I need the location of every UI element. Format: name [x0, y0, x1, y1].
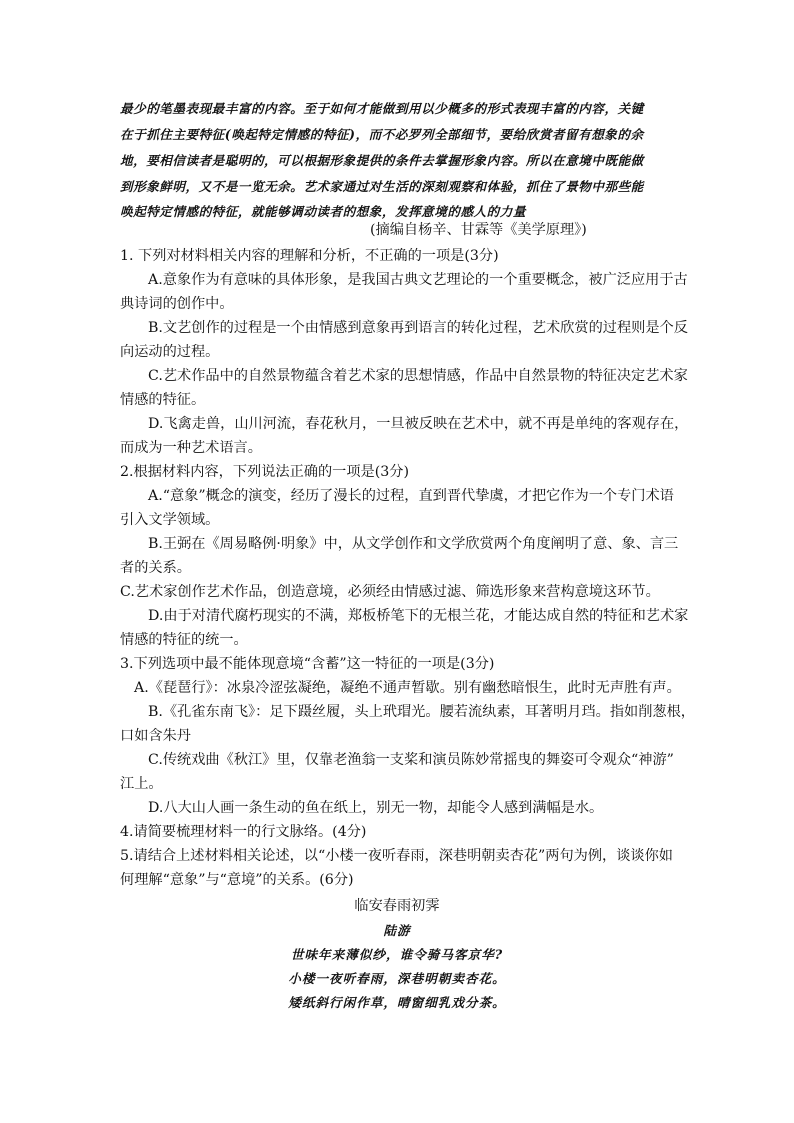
q1-option-b: B.文艺创作的过程是一个由情感到意象再到语言的转化过程，艺术欣赏的过程则是个反 — [148, 320, 688, 336]
q1-option-b-cont: 向运动的过程。 — [120, 344, 220, 360]
question-3-stem: 3.下列选项中最不能体现意境“含蓄”这一特征的一项是(3分) — [120, 656, 495, 672]
poem-title: 临安春雨初霁 — [354, 898, 440, 914]
q2-option-d: D.由于对清代腐朽现实的不满，郑板桥笔下的无根兰花，才能达成自然的特征和艺术家 — [148, 608, 689, 624]
q2-option-d-cont: 情感的特征的统一。 — [120, 632, 248, 648]
source-citation: (摘编自杨辛、甘霖等《美学原理》) — [370, 222, 587, 238]
passage-line: 唤起特定情感的特征，就能够调动读者的想象，发挥意境的感人的力量 — [120, 204, 526, 219]
q2-option-a: A.“意象”概念的演变，经历了漫长的过程，直到晋代挚虞，才把它作为一个专门术语 — [148, 488, 674, 504]
poem-line: 矮纸斜行闲作草，晴窗细乳戏分茶。 — [288, 995, 506, 1010]
q1-option-a-cont: 典诗词的创作中。 — [120, 296, 234, 312]
passage-line: 地，要相信读者是聪明的，可以根据形象提供的条件去掌握形象内容。所以在意境中既能做 — [120, 153, 644, 168]
q2-option-b: B.王弼在《周易略例·明象》中，从文学创作和文学欣赏两个角度阐明了意、象、言三 — [148, 536, 679, 552]
q1-option-c-cont: 情感的特征。 — [120, 392, 206, 408]
q2-option-a-cont: 引入文学领域。 — [120, 512, 220, 528]
passage-line: 在于抓住主要特征(唤起特定情感的特征)，而不必罗列全部细节，要给欣赏者留有想象的余 — [120, 127, 644, 142]
question-2-stem: 2.根据材料内容，下列说法正确的一项是(3分) — [120, 464, 410, 480]
q2-option-b-cont: 者的关系。 — [120, 560, 191, 576]
poem-line: 世味年来薄似纱，谁令骑马客京华? — [290, 947, 504, 962]
q3-option-c-cont: 江上。 — [120, 776, 163, 792]
question-5-stem: 5.请结合上述材料相关论述，以“小楼一夜听春雨，深巷明朝卖杏花”两句为例，谈谈你如 — [120, 848, 673, 864]
q1-option-a: A.意象作为有意味的具体形象，是我国古典文艺理论的一个重要概念，被广泛应用于古 — [148, 272, 688, 288]
q3-option-a: A.《琵琶行》：冰泉冷涩弦凝绝，凝绝不通声暂歇。别有幽愁暗恨生，此时无声胜有声。 — [134, 680, 681, 696]
q2-option-c: C.艺术家创作艺术作品，创造意境，必须经由情感过滤、筛选形象来营构意境这环节。 — [120, 584, 660, 600]
q3-option-c: C.传统戏曲《秋江》里，仅靠老渔翁一支桨和演员陈妙常摇曳的舞姿可令观众“神游” — [148, 752, 674, 768]
q3-option-b-cont: 口如含朱丹 — [120, 728, 191, 744]
poem-line: 小楼一夜听春雨，深巷明朝卖杏花。 — [288, 971, 506, 986]
q1-option-d-cont: 而成为一种艺术语言。 — [120, 440, 262, 456]
q1-option-d: D.飞禽走兽，山川河流，春花秋月，一旦被反映在艺术中，就不再是单纯的客观存在， — [148, 416, 689, 432]
passage-line: 最少的笔墨表现最丰富的内容。至于如何才能做到用以少概多的形式表现丰富的内容，关键 — [120, 101, 644, 116]
passage-line: 到形象鲜明，又不是一览无余。艺术家通过对生活的深刻观察和体验，抓住了景物中那些能 — [120, 179, 644, 194]
question-4-stem: 4.请简要梳理材料一的行文脉络。(4分) — [120, 824, 367, 840]
q3-option-d: D.八大山人画一条生动的鱼在纸上，别无一物，却能令人感到满幅是水。 — [148, 800, 604, 816]
q3-option-b: B.《孔雀东南飞》：足下蹑丝履，头上玳瑁光。腰若流纨素，耳著明月珰。指如削葱根， — [148, 704, 695, 720]
poem-author: 陆游 — [383, 923, 411, 938]
question-1-stem: 1. 下列对材料相关内容的理解和分析，不正确的一项是(3分) — [120, 248, 499, 264]
q1-option-c: C.艺术作品中的自然景物蕴含着艺术家的思想情感，作品中自然景物的特征决定艺术家 — [148, 368, 688, 384]
question-5-stem-cont: 何理解“意象”与“意境”的关系。(6分) — [120, 872, 354, 888]
